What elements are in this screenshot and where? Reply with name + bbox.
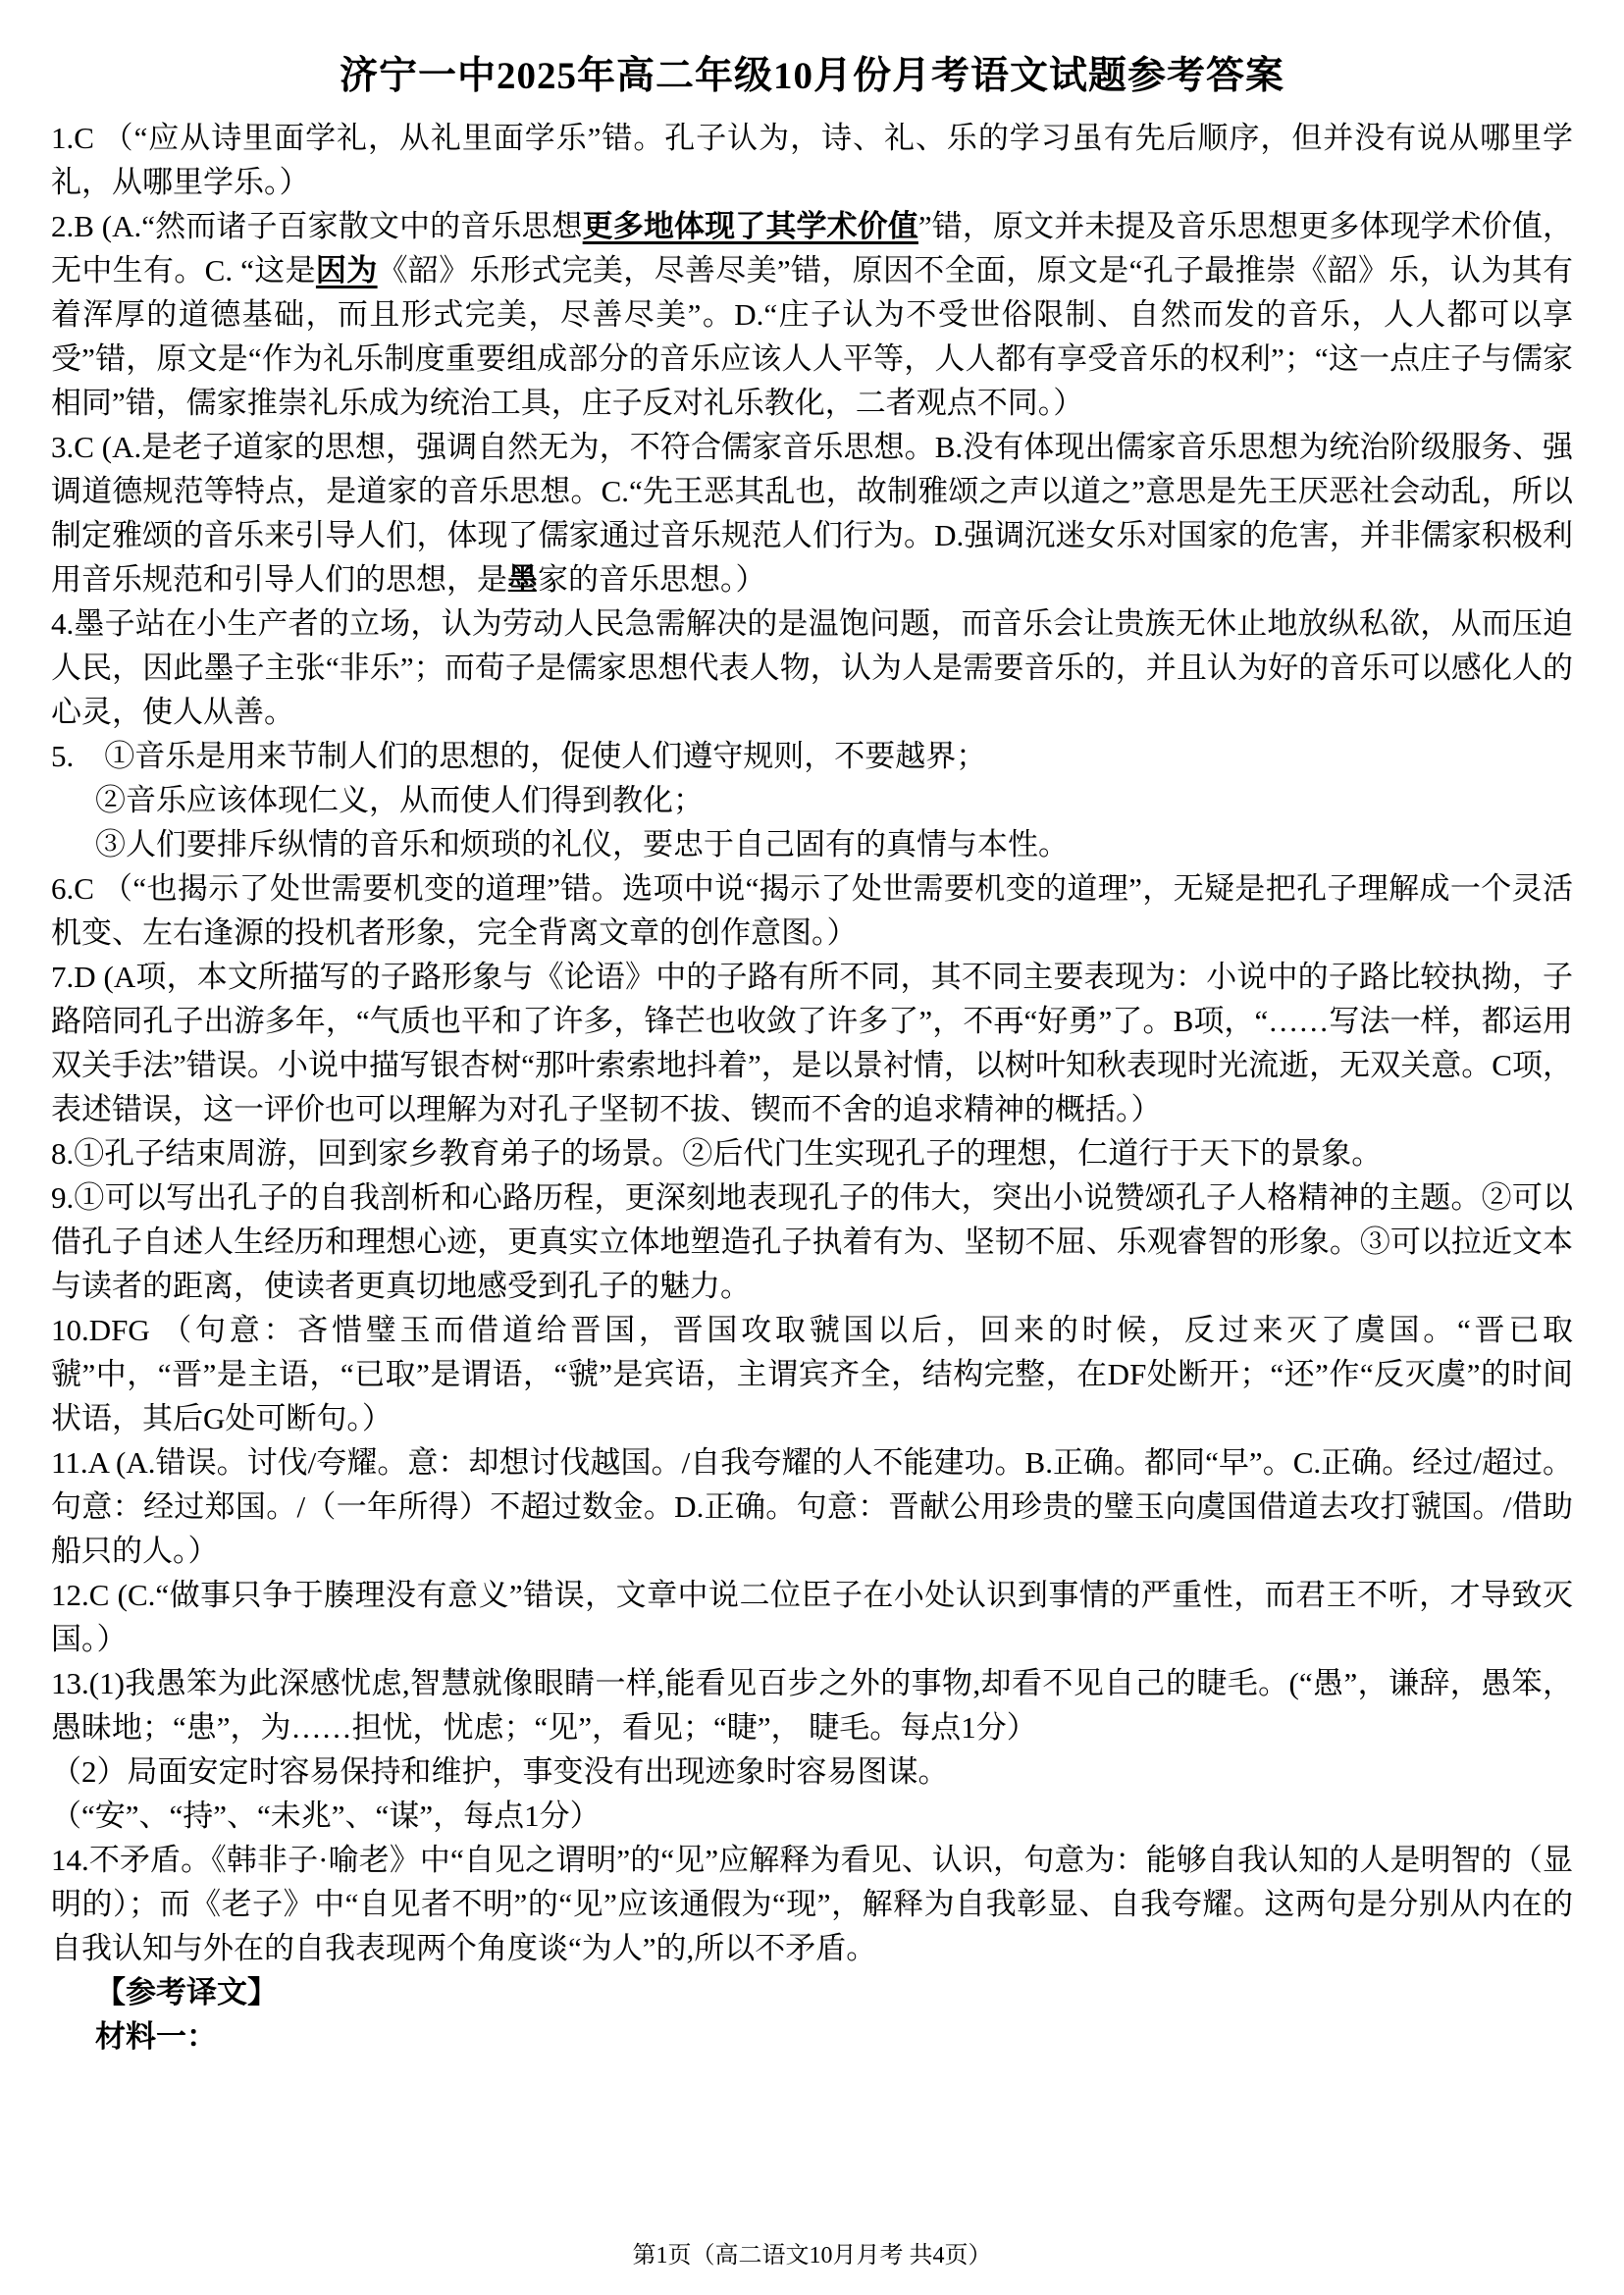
page-footer: 第1页（高二语文10月月考 共4页） <box>632 2243 992 2269</box>
text-segment: 5. ①音乐是用来节制人们的思想的，促使人们遵守规则，不要越界； <box>51 739 987 773</box>
answer-paragraph <box>51 601 1573 734</box>
answer-paragraph <box>51 425 1573 601</box>
text-segment: 7.D (A项，本文所描写的子路形象与《论语》中的子路有所不同，其不同主要表现为：小说中的子路比较执拗，子路陪同孔子出游多年，“气质也平和了许多，锋芒也收敛了许多了”，不再“好勇”了。B项，“……写法一样，都运用双关手法”错误。小说中描写银杏树“那叶索索地抖着”，是以景衬情，以树叶知秋表现时光流逝，无双关意。C项，表述错误，这一评价也可以理解为对孔子坚韧不拔、锲而不舍的追求精神的概括。） <box>51 960 1573 1126</box>
text-segment: ”错，原文并未提及音乐思想更多体现学术价值，无中生有。C. “这是 <box>51 209 1573 287</box>
answer-paragraph <box>51 822 1573 866</box>
answer-paragraph <box>51 955 1573 1131</box>
answer-paragraph <box>51 1838 1573 1970</box>
answer-paragraph <box>51 2014 1573 2059</box>
answer-paragraph <box>51 1175 1573 1308</box>
page-title: 济宁一中2025年高二年级10月份月考语文试题参考答案 <box>339 55 1284 97</box>
answer-paragraph <box>51 1794 1573 1838</box>
text-segment: 10.DFG （句意：吝惜璧玉而借道给晋国，晋国攻取虢国以后，回来的时候，反过来灭了虞国。“晋已取虢”中，“晋”是主语，“已取”是谓语，“虢”是宾语，主谓宾齐全，结构完整，在DF处断开；“还”作“反灭虞”的时间状语，其后G处可断句。） <box>51 1313 1573 1435</box>
answer-paragraph <box>51 1661 1573 1749</box>
text-segment: 家的音乐思想。） <box>538 562 766 597</box>
text-segment: 4.墨子站在小生产者的立场，认为劳动人民急需解决的是温饱问题，而音乐会让贵族无休止地放纵私欲，从而压迫人民，因此墨子主张“非乐”；而荀子是儒家思想代表人物，认为人是需要音乐的，并且认为好的音乐可以感化人的心灵，使人从善。 <box>51 606 1573 729</box>
text-segment: 8.①孔子结束周游，回到家乡教育弟子的场景。②后代门生实现孔子的理想，仁道行于天下的景象。 <box>51 1136 1383 1171</box>
text-segment: 9.①可以写出孔子的自我剖析和心路历程，更深刻地表现孔子的伟大，突出小说赞颂孔子人格精神的主题。②可以借孔子自述人生经历和理想心迹，更真实立体地塑造孔子执着有为、坚韧不屈、乐观睿智的形象。③可以拉近文本与读者的距离，使读者更真切地感受到孔子的魅力。 <box>51 1180 1573 1303</box>
text-segment: 6.C （“也揭示了处世需要机变的道理”错。选项中说“揭示了处世需要机变的道理”，无疑是把孔子理解成一个灵活机变、左右逢源的投机者形象，完全背离文章的创作意图。） <box>51 871 1573 950</box>
text-segment: 1.C （“应从诗里面学礼，从礼里面学乐”错。孔子认为，诗、礼、乐的学习虽有先后顺序，但并没有说从哪里学礼，从哪里学乐。） <box>51 121 1573 199</box>
answer-paragraph <box>51 1573 1573 1661</box>
emphasized-text: 【参考译文】 <box>95 1975 278 2009</box>
text-segment: 13.(1)我愚笨为此深感忧虑,智慧就像眼睛一样,能看见百步之外的事物,却看不见自己的睫毛。(“愚”，谦辞，愚笨，愚昧地；“患”，为……担忧，忧虑；“见”，看见；“睫”， 睫毛。每点1分） <box>51 1666 1573 1745</box>
answer-paragraph <box>51 204 1573 425</box>
answer-paragraph <box>51 1131 1573 1175</box>
answer-paragraph <box>51 1308 1573 1440</box>
text-segment: ③人们要排斥纵情的音乐和烦琐的礼仪，要忠于自己固有的真情与本性。 <box>95 827 1069 861</box>
emphasized-text: 更多地体现了其学术价值 <box>582 209 918 243</box>
text-segment: 2.B (A.“然而诸子百家散文中的音乐思想 <box>51 209 583 243</box>
text-segment: 14.不矛盾。《韩非子·喻老》中“自见之谓明”的“见”应解释为看见、认识，句意为：能够自我认知的人是明智的（显明的）；而《老子》中“自见者不明”的“见”应该通假为“现”，解释为自我彰显、自我夸耀。这两句是分别从内在的自我认知与外在的自我表现两个角度谈“为人”的,所以不矛盾。 <box>51 1843 1573 1965</box>
text-segment: 12.C (C.“做事只争于腠理没有意义”错误，文章中说二位臣子在小处认识到事情的严重性，而君王不听，才导致灭国。） <box>51 1578 1573 1656</box>
answer-content <box>51 116 1573 2059</box>
answer-paragraph <box>51 1970 1573 2014</box>
text-segment: 11.A (A.错误。讨伐/夸耀。意：却想讨伐越国。/自我夸耀的人不能建功。B.正确。都同“早”。C.正确。经过/超过。句意：经过郑国。/（一年所得）不超过数金。D.正确。句意：晋献公用珍贵的璧玉向虞国借道去攻打虢国。/借助船只的人。） <box>51 1445 1573 1568</box>
text-segment: ②音乐应该体现仁义，从而使人们得到教化； <box>95 783 704 817</box>
answer-paragraph <box>51 866 1573 955</box>
emphasized-text: 因为 <box>315 253 378 287</box>
answer-paragraph <box>51 1749 1573 1794</box>
text-segment: 《韶》乐形式完美，尽善尽美”错，原因不全面，原文是“孔子最推崇《韶》乐，认为其有着浑厚的道德基础，而且形式完美，尽善尽美”。D.“庄子认为不受世俗限制、自然而发的音乐，人人都可以享受”错，原文是“作为礼乐制度重要组成部分的音乐应该人人平等，人人都有享受音乐的权利”；“这一点庄子与儒家相同”错，儒家推崇礼乐成为统治工具，庄子反对礼乐教化，二者观点不同。） <box>51 253 1574 420</box>
text-segment: 3.C (A.是老子道家的思想，强调自然无为，不符合儒家音乐思想。B.没有体现出儒家音乐思想为统治阶级服务、强调道德规范等特点，是道家的音乐思想。C.“先王恶其乱也，故制雅颂之声以道之”意思是先王厌恶社会动乱，所以制定雅颂的音乐来引导人们，体现了儒家通过音乐规范人们行为。D.强调沉迷女乐对国家的危害，并非儒家积极利用音乐规范和引导人们的思想，是 <box>51 430 1573 597</box>
answer-paragraph <box>51 778 1573 822</box>
text-segment: （2）局面安定时容易保持和维护，事变没有出现迹象时容易图谋。 <box>51 1754 949 1789</box>
answer-paragraph <box>51 734 1573 778</box>
emphasized-text: 材料一： <box>95 2019 217 2054</box>
answer-paragraph <box>51 1440 1573 1573</box>
emphasized-text: 墨 <box>507 562 538 597</box>
text-segment: （“安”、“持”、“未兆”、“谋”，每点1分） <box>51 1799 601 1833</box>
answer-paragraph <box>51 116 1573 204</box>
